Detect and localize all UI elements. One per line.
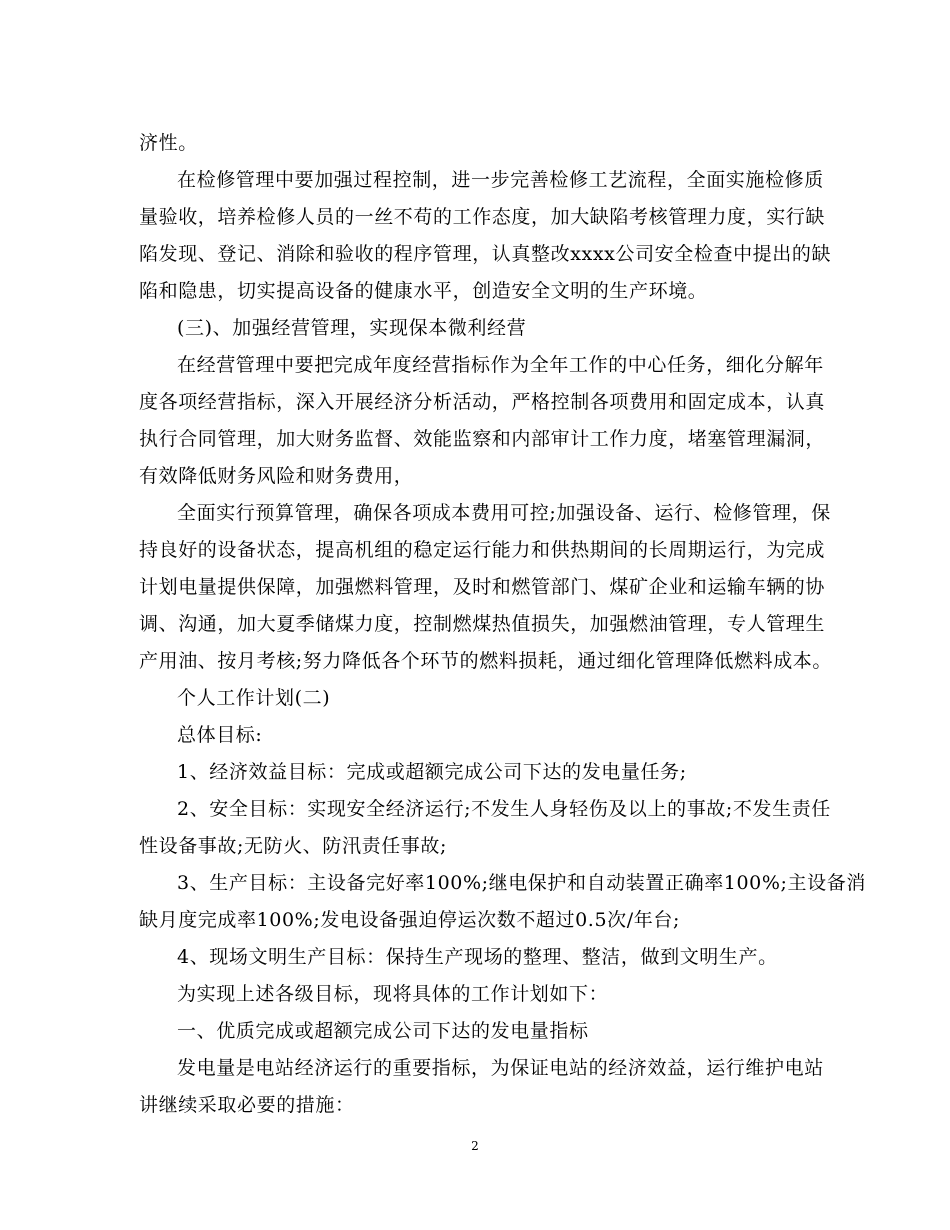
text-line-1: 济性。 — [139, 132, 198, 154]
section-heading-1: 一、优质完成或超额完成公司下达的发电量指标 — [177, 1020, 589, 1042]
goal-item-2-cont: 性设备事故;无防火、防汛责任事故; — [139, 835, 448, 857]
text-line-13: 计划电量提供保障，加强燃料管理，及时和燃管部门、煤矿企业和运输车辆的协 — [139, 576, 826, 598]
text-line-7: 在经营管理中要把完成年度经营指标作为全年工作的中心任务，细化分解年 — [177, 354, 824, 376]
text-line-27: 讲继续采取必要的措施： — [139, 1094, 355, 1116]
text-line-9: 执行合同管理，加大财务监督、效能监察和内部审计工作力度，堵塞管理漏洞， — [139, 428, 826, 450]
goal-item-3-cont: 缺月度完成率100%;发电设备强迫停运次数不超过0.5次/年台; — [139, 909, 680, 931]
text-line-10: 有效降低财务风险和财务费用， — [139, 465, 414, 487]
text-line-8: 度各项经营指标，深入开展经济分析活动，严格控制各项费用和固定成本，认真 — [139, 391, 826, 413]
text-line-4: 陷发现、登记、消除和验收的程序管理，认真整改xxxx公司安全检查中提出的缺 — [139, 243, 832, 265]
section-heading-3: (三)、加强经营管理，实现保本微利经营 — [177, 317, 527, 339]
text-line-26: 发电量是电站经济运行的重要指标，为保证电站的经济效益，运行维护电站 — [177, 1057, 824, 1079]
page-number: 2 — [471, 1139, 479, 1153]
text-line-3: 量验收，培养检修人员的一丝不苟的工作态度，加大缺陷考核管理力度，实行缺 — [139, 206, 826, 228]
goal-item-3: 3、生产目标：主设备完好率100%;继电保护和自动装置正确率100%;主设备消 — [177, 872, 866, 894]
text-line-5: 陷和隐患，切实提高设备的健康水平，创造安全文明的生产环境。 — [139, 280, 708, 302]
text-line-11: 全面实行预算管理，确保各项成本费用可控;加强设备、运行、检修管理，保 — [177, 502, 831, 524]
text-line-14: 调、沟通，加大夏季储煤力度，控制燃煤热值损失，加强燃油管理，专人管理生 — [139, 613, 826, 635]
goal-item-1: 1、经济效益目标：完成或超额完成公司下达的发电量任务; — [177, 761, 687, 783]
text-line-24: 为实现上述各级目标，现将具体的工作计划如下： — [177, 983, 609, 1005]
text-line-2: 在检修管理中要加强过程控制，进一步完善检修工艺流程，全面实施检修质 — [177, 169, 824, 191]
plan-title: 个人工作计划(二) — [177, 687, 331, 709]
goal-item-4: 4、现场文明生产目标：保持生产现场的整理、整洁，做到文明生产。 — [177, 946, 778, 968]
goal-item-2: 2、安全目标：实现安全经济运行;不发生人身轻伤及以上的事故;不发生责任 — [177, 798, 831, 820]
text-line-15: 产用油、按月考核;努力降低各个环节的燃料损耗，通过细化管理降低燃料成本。 — [139, 650, 833, 672]
overall-goals-heading: 总体目标: — [177, 724, 263, 746]
text-line-12: 持良好的设备状态，提高机组的稳定运行能力和供热期间的长周期运行，为完成 — [139, 539, 826, 561]
